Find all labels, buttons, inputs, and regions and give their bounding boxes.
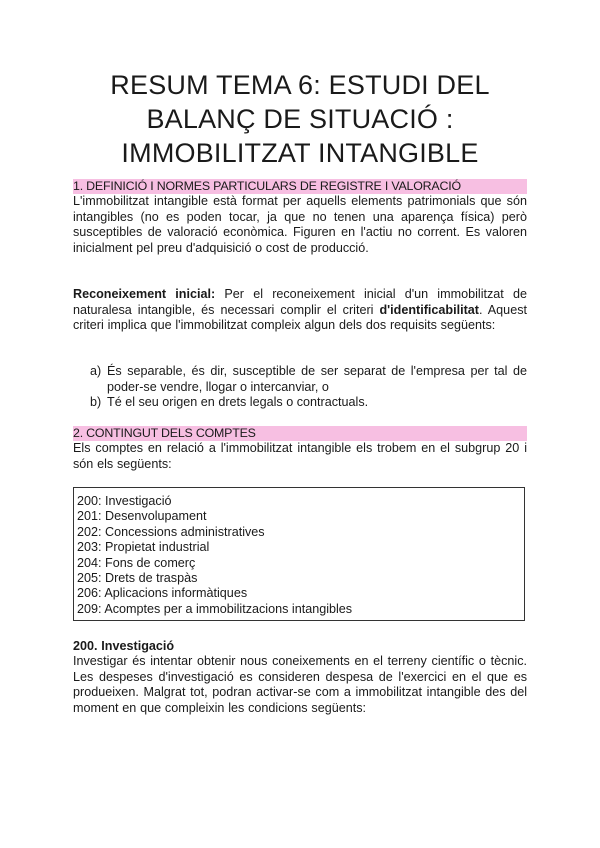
- account-item: 204: Fons de comerç: [77, 555, 196, 570]
- initial-recognition-text-b: . Aquest criteri implica que l'immobilitzat compleix algun dels dos requisits següents:: [73, 302, 527, 332]
- section-1-heading: 1. DEFINICIÓ I NORMES PARTICULARS DE REGISTRE I VALORACIÓ: [73, 179, 527, 194]
- account-item: 205: Drets de traspàs: [77, 571, 198, 586]
- investigation-subheading: 200. Investigació: [73, 639, 175, 653]
- account-item: 203: Propietat industrial: [77, 540, 210, 555]
- definition-paragraph: L'immobilitzat intangible està format per aquells elements patrimonials que són intangibles (no es poden tocar, ja que no tenen una aparença física) però susceptibles de valoració econòmica. Figuren en l'actiu no corrent. Es valoren inicialment pel preu d'adquisició o cost de producció.: [73, 194, 527, 255]
- initial-recognition-paragraph: [73, 287, 527, 334]
- list-item: [90, 364, 527, 395]
- accounts-box: [73, 487, 525, 621]
- list-item-text: Té el seu origen en drets legals o contractuals.: [107, 395, 369, 409]
- account-item: 200: Investigació: [77, 494, 172, 508]
- list-item-text: És separable, és dir, susceptible de ser separat de l'empresa per tal de poder-se vendre, llogar o intercanviar, o: [107, 364, 527, 394]
- accounts-intro-paragraph: Els comptes en relació a l'immobilitzat intangible els trobem en el subgrup 20 i són els següents:: [73, 441, 527, 471]
- title-line-3: IMMOBILITZAT INTANGIBLE: [121, 138, 479, 168]
- list-marker: a): [90, 364, 102, 378]
- account-item: 206: Aplicacions informàtiques: [77, 586, 248, 601]
- title-line-1: RESUM TEMA 6: ESTUDI DEL: [110, 70, 490, 100]
- account-item: 209: Acomptes per a immobilitzacions intangibles: [77, 601, 353, 616]
- requirements-list: [90, 364, 527, 411]
- investigation-paragraph: Investigar és intentar obtenir nous coneixements en el terreny científic o tècnic. Les despeses d'investigació es consideren despesa de l'exercici en el que es produeixen. Malgrat tot, podran activar-se com a immobilitzat intangible des del moment en que compleixin les condicions següents:: [73, 654, 527, 715]
- account-item: 201: Desenvolupament: [77, 509, 207, 524]
- initial-recognition-label: Reconeixement inicial:: [73, 287, 216, 301]
- document-title: [73, 68, 527, 170]
- identifiability-term: d'identificabilitat: [379, 302, 479, 317]
- list-marker: b): [90, 395, 102, 409]
- initial-recognition-text-a: Per el reconeixement inicial d'un immobilitzat de naturalesa intangible, és necessari complir el criteri: [73, 287, 528, 317]
- title-line-2: BALANÇ DE SITUACIÓ :: [146, 104, 454, 134]
- list-item: [90, 395, 527, 411]
- account-item: 202: Concessions administratives: [77, 524, 265, 539]
- section-2-heading: 2. CONTINGUT DELS COMPTES: [73, 426, 527, 441]
